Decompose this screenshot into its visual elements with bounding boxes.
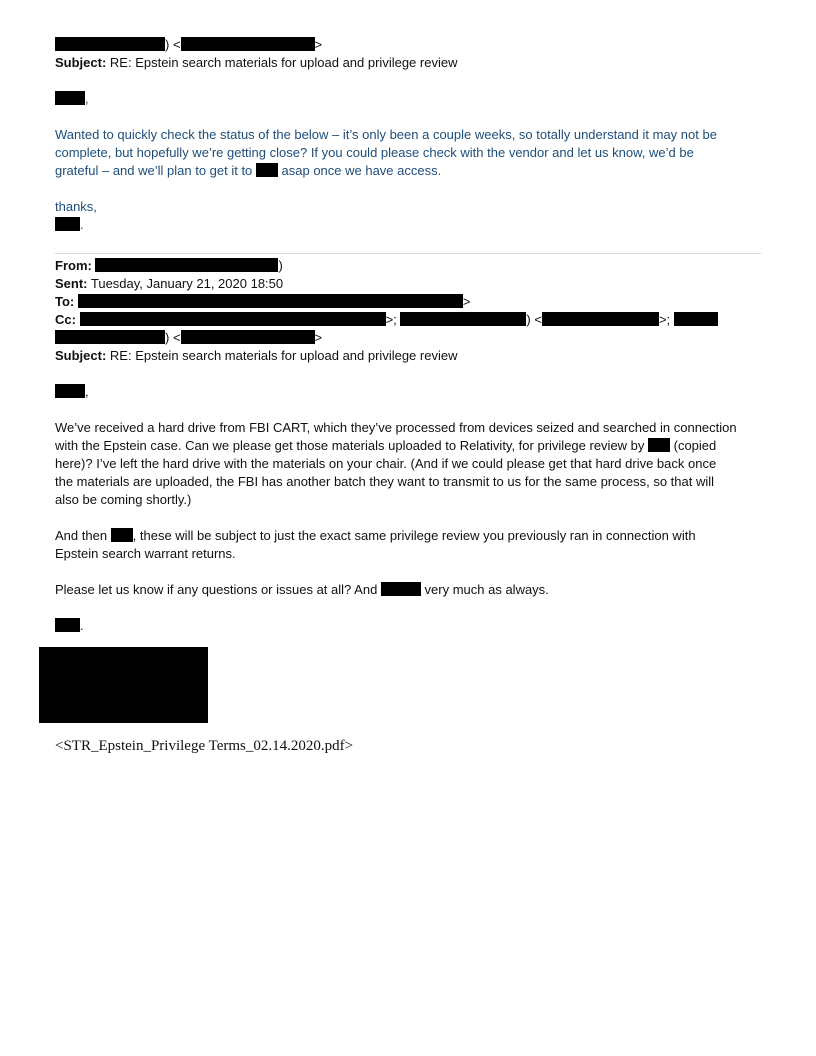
subject-text: RE: Epstein search materials for upload and privilege review [106,55,458,70]
redaction [95,258,278,272]
from-line-top: ) < > [55,36,322,54]
to-line: To: > [55,294,471,309]
reply-paragraph: Wanted to quickly check the status of the below – it’s only been a couple weeks, so totally understand it may not be complete, but hopefully we’re getting close? If you could please check with the vendor and let us know, we’d be grateful – and we’ll plan to get it to asap once we have access. [55,127,717,178]
redaction [648,438,670,452]
redaction [55,217,80,231]
redaction [542,312,659,326]
redaction [381,582,421,596]
redaction [55,37,165,51]
cc-line-continued: ) < > [55,329,322,347]
redaction [80,312,386,326]
original-paragraph-1: We’ve received a hard drive from FBI CART, which they’ve processed from devices seized and searched in connection with the Epstein case. Can we please get those materials uploaded to Relativity, for privilege review by (copied here)? I’ve left the hard drive with the materials on your chair. (And if we could please get that hard drive back once the materials are uploaded, the FBI has another batch they want to transmit to us for the same process, so that will also be coming shortly.) [55,420,737,507]
redaction [111,528,133,542]
redaction [55,618,80,632]
redacted-signature-block [39,647,208,723]
original-paragraph-3: Please let us know if any questions or issues at all? And very much as always. [55,582,549,597]
divider [55,253,761,254]
original-salutation: , [55,383,89,401]
redaction [78,294,463,308]
redaction [400,312,526,326]
redaction [55,91,85,105]
original-paragraph-2: And then , these will be subject to just the exact same privilege review you previously ran in connection with Epstein search warrant returns. [55,528,696,561]
from-line: From: ) [55,258,283,273]
redaction [181,330,315,344]
redaction [55,330,165,344]
redaction [55,384,85,398]
subject-line: Subject: RE: Epstein search materials for upload and privilege review [55,348,458,363]
sent-line: Sent: Tuesday, January 21, 2020 18:50 [55,276,284,291]
redaction [674,312,718,326]
subject-label: Subject: [55,55,107,70]
reply-signature: . [55,216,84,234]
cc-line: Cc: >; ) < >; [55,311,718,329]
reply-closing: thanks, [55,199,97,214]
redaction [256,163,278,177]
reply-salutation: , [55,90,89,108]
redaction [181,37,315,51]
attachment-name[interactable]: <STR_Epstein_Privilege Terms_02.14.2020.pdf> [55,738,354,754]
subject-line-top [55,54,457,72]
original-signature: . [55,617,84,635]
